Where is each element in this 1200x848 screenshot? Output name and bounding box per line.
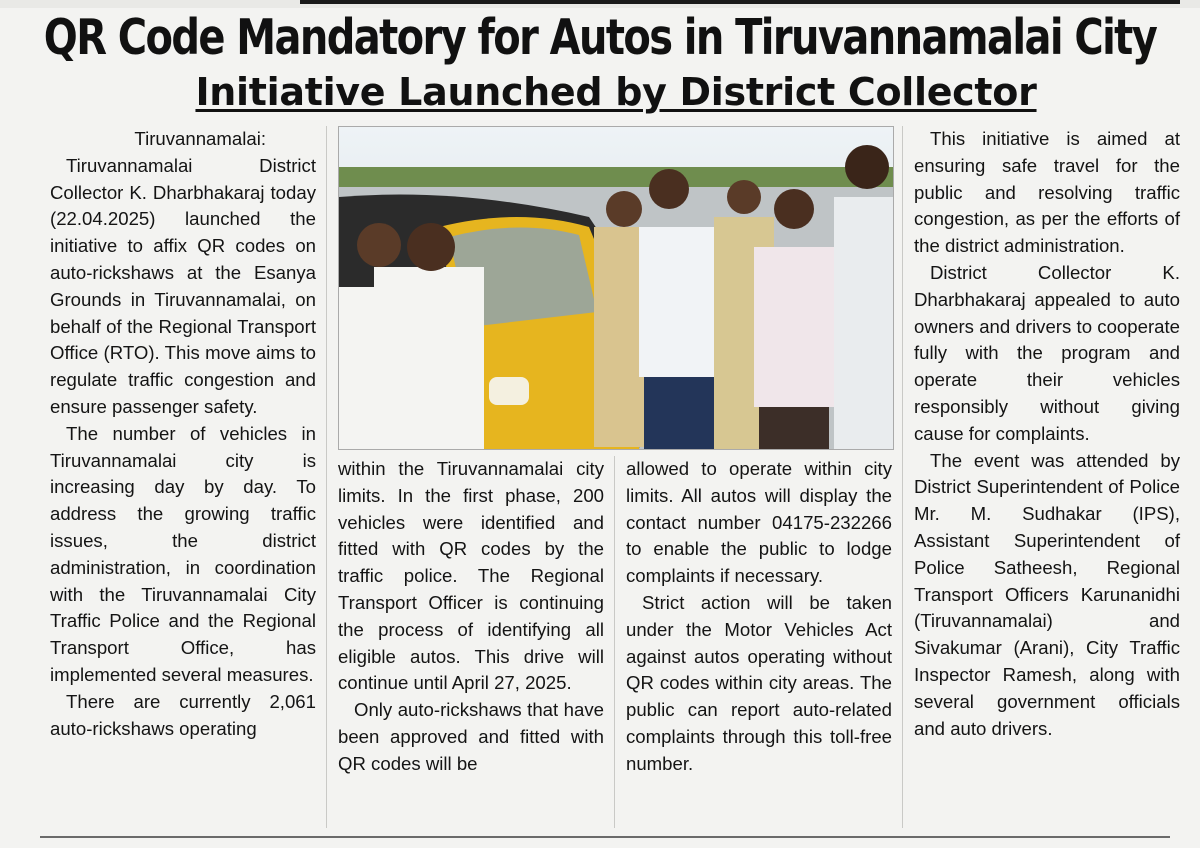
paragraph: Only auto-rickshaws that have been approved and fitted with QR codes will be <box>338 699 604 774</box>
paragraph: within the Tiruvannamalai city limits. In the first phase, 200 vehicles were identified and fitted with QR codes by the traffic police. The Regional Transport Officer is continuing the process of identifying all eligible autos. This drive will continue until April 27, 2025. <box>338 458 604 694</box>
article-column-1 <box>50 126 316 742</box>
column-divider <box>902 126 903 828</box>
column-divider <box>326 126 327 828</box>
paragraph: Tiruvannamalai District Collector K. Dharbhakaraj today (22.04.2025) launched the initiative to affix QR codes on auto-rickshaws at the Esanya Grounds in Tiruvannamalai, on behalf of the Regional Transport Office (RTO). This move aims to regulate traffic congestion and ensure passenger safety. <box>50 154 316 417</box>
paragraph: Strict action will be taken under the Motor Vehicles Act against autos operating without QR codes within city areas. The public can report auto-related complaints through this toll-free number. <box>626 591 892 774</box>
bottom-rule <box>40 836 1170 838</box>
paragraph: allowed to operate within city limits. All autos will display the contact number 04175-232266 to enable the public to lodge complaints if necessary. <box>626 458 892 587</box>
article-column-3 <box>626 456 892 778</box>
paragraph: This initiative is aimed at ensuring safe travel for the public and resolving traffic congestion, as per the efforts of the district administration. <box>914 128 1180 257</box>
headline: QR Code Mandatory for Autos in Tiruvannamalai City <box>43 10 1157 67</box>
paragraph: The number of vehicles in Tiruvannamalai city is increasing day by day. To address the growing traffic issues, the district administration, in coordination with the Tiruvannamalai City Traffic Police and the Regional Transport Office, has implemented several measures. <box>50 422 316 685</box>
top-strip <box>0 0 1200 8</box>
news-photo <box>338 126 894 450</box>
paragraph: District Collector K. Dharbhakaraj appealed to auto owners and drivers to cooperate fully with the program and operate their vehicles responsibly without giving cause for complaints. <box>914 261 1180 444</box>
subheadline-text: Initiative Launched by District Collector <box>195 70 1037 114</box>
column-divider <box>614 456 615 828</box>
article-column-4 <box>914 126 1180 742</box>
photo-icon <box>339 127 893 449</box>
paragraph: The event was attended by District Superintendent of Police Mr. M. Sudhakar (IPS), Assistant Superintendent of Police Satheesh, Regional Transport Officers Karunanidhi (Tiruvannamalai) and Sivakumar (Arani), City Traffic Inspector Ramesh, along with several government officials and auto drivers. <box>914 449 1180 739</box>
top-rule <box>300 0 1180 4</box>
subheadline <box>0 70 1200 114</box>
dateline: Tiruvannamalai: <box>134 128 266 149</box>
article-column-2 <box>338 456 604 778</box>
paragraph: There are currently 2,061 auto-rickshaws operating <box>50 690 316 739</box>
